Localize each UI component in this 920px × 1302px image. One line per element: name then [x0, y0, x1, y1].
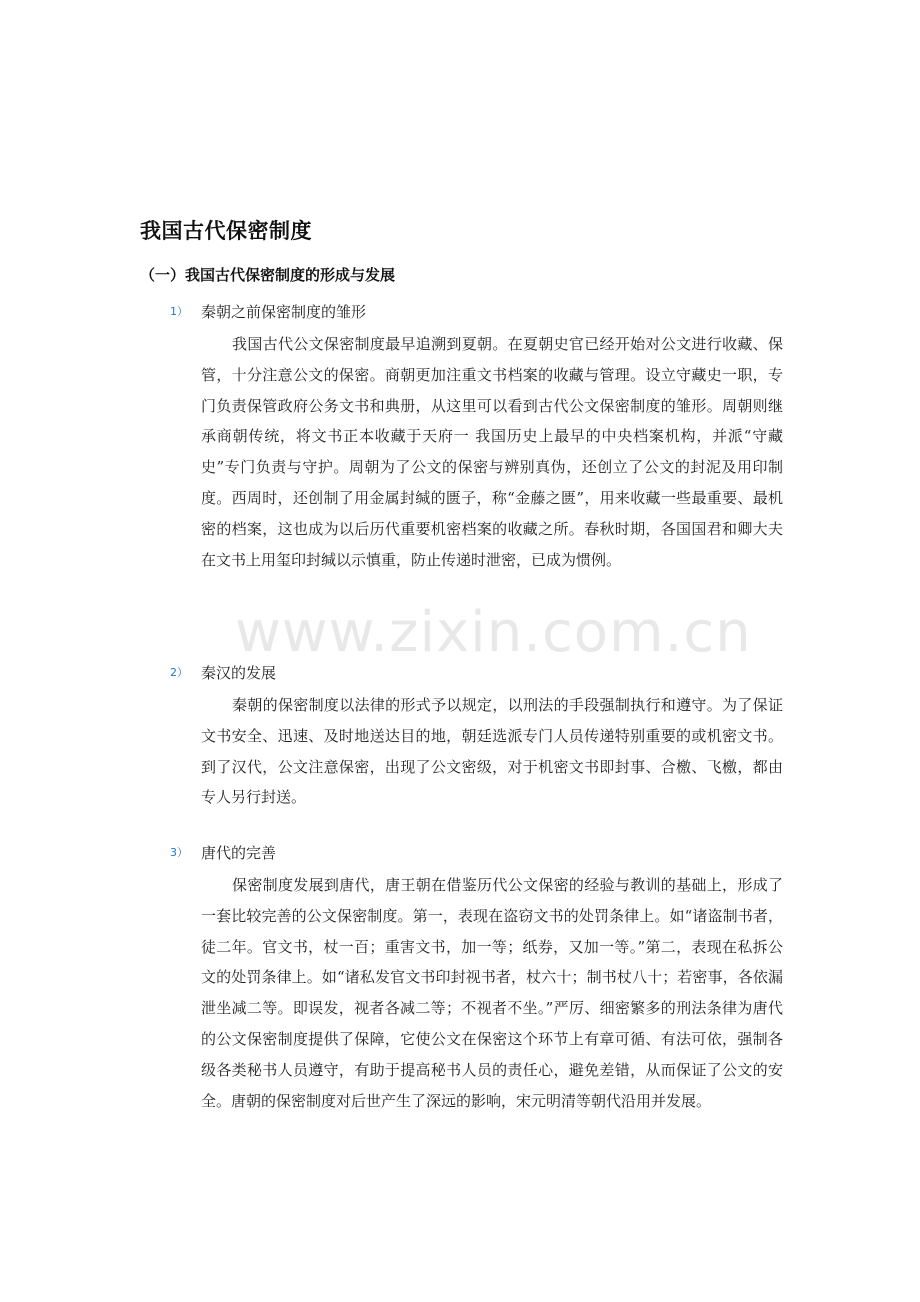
- list-item-tang: [170, 838, 790, 1116]
- list-number: 3）: [170, 846, 188, 859]
- list-item-title: 秦汉的发展: [201, 663, 277, 682]
- paragraph: 保密制度发展到唐代，唐王朝在借鉴历代公文保密的经验与教训的基础上，形成了一套比较完善的公文保密制度。第一，表现在盗窃文书的处罚条律上。如“诸盗制书者，徒二年。官文书，杖一百；重害文书，加一等；纸券，又加一等。”第二，表现在私拆公文的处罚条律上。如“诸私发官文书印封视书者，杖六十；制书杖八十；若密事，各依漏泄坐减二等。即误发，视者各减二等；不视者不坐。”严厉、细密繁多的刑法条律为唐代的公文保密制度提供了保障，它使公文在保密这个环节上有章可循、有法可依，强制各级各类秘书人员遵守，有助于提高秘书人员的责任心，避免差错，从而保证了公文的安全。唐朝的保密制度对后世产生了深远的影响，宋元明清等朝代沿用并发展。: [201, 876, 783, 1110]
- watermark: www.zixin.com.cn: [235, 600, 752, 665]
- list-item-qin-before: [170, 297, 790, 575]
- list-item-title: 唐代的完善: [201, 843, 277, 862]
- list-item-qin-han: [170, 658, 790, 813]
- section-heading: （一）我国古代保密制度的形成与发展: [140, 266, 396, 284]
- list-number: 2）: [170, 666, 188, 679]
- list-number: 1）: [170, 305, 188, 318]
- paragraph: 秦朝的保密制度以法律的形式予以规定，以刑法的手段强制执行和遵守。为了保证文书安全、迅速、及时地送达目的地，朝廷选派专门人员传递特别重要的或机密文书。到了汉代，公文注意保密，出现了公文密级，对于机密文书即封事、合檄、飞檄，都由专人另行封送。: [201, 696, 783, 807]
- paragraph: 我国古代公文保密制度最早追溯到夏朝。在夏朝史官已经开始对公文进行收藏、保管，十分注意公文的保密。商朝更加注重文书档案的收藏与管理。设立守藏史一职，专门负责保管政府公务文书和典册，从这里可以看到古代公文保密制度的雏形。周朝则继承商朝传统，将文书正本收藏于天府一 我国历史上最早的中央档案机构，并派“守藏史”专门负责与守护。周朝为了公文的保密与辨别真伪，还创立了公文的封泥及用印制度。西周时，还创制了用金属封缄的匮子，称“金藤之匮”，用来收藏一些最重要、最机密的档案，这也成为以后历代重要机密档案的收藏之所。春秋时期，各国国君和卿大夫在文书上用玺印封缄以示慎重，防止传递时泄密，已成为惯例。: [201, 335, 783, 569]
- list-item-title: 秦朝之前保密制度的雏形: [201, 302, 367, 321]
- document-title: 我国古代保密制度: [140, 219, 312, 243]
